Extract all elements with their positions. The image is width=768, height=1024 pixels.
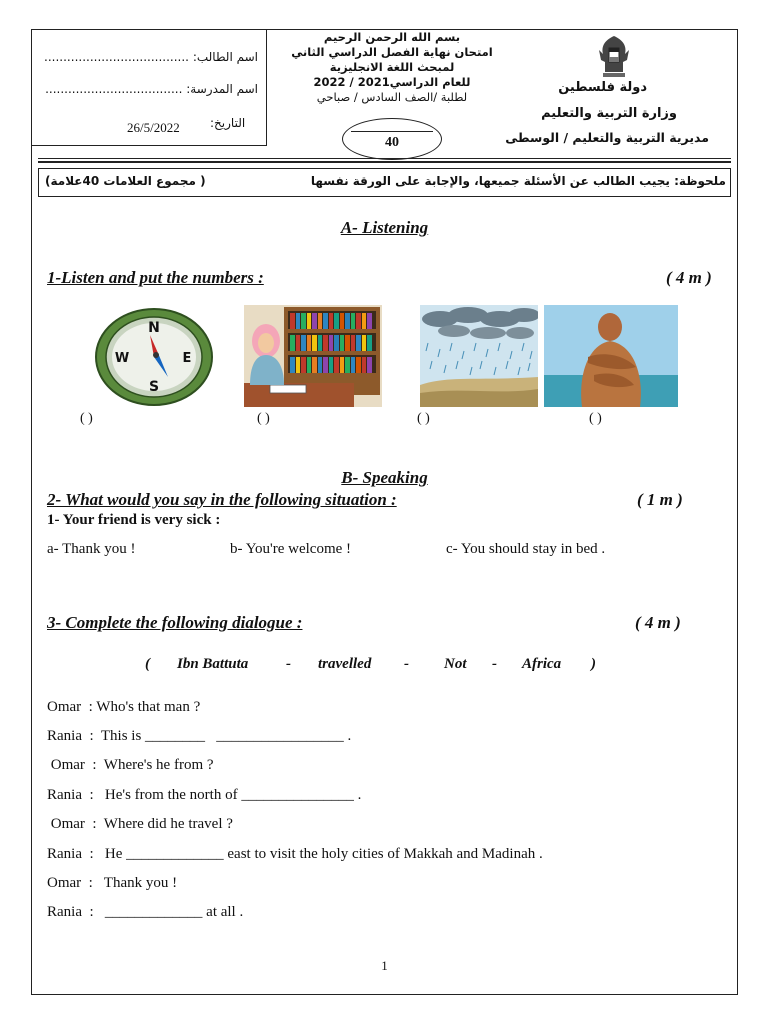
answer-blank-1[interactable]: ( ) xyxy=(80,411,93,426)
student-name-row xyxy=(44,50,258,64)
svg-text:S: S xyxy=(148,379,160,395)
date-label: التاريخ: xyxy=(210,116,246,130)
library-reading-picture xyxy=(244,305,382,407)
page-number: 1 xyxy=(381,958,388,973)
q3-title: 3- Complete the following dialogue : xyxy=(47,613,303,632)
dialogue-line-7: Omar : Thank you ! xyxy=(47,875,178,891)
dialogue-line-2[interactable]: Rania : This is ________ _________________ . xyxy=(47,728,352,744)
word-bank-separator: - xyxy=(404,656,409,672)
ministry: وزارة التربية والتعليم xyxy=(541,106,677,121)
palestine-emblem-icon xyxy=(595,32,633,80)
option-b[interactable]: b- You're welcome ! xyxy=(230,541,352,557)
country: دولة فلسطين xyxy=(558,80,647,95)
answer-blank-2[interactable]: ( ) xyxy=(257,411,270,426)
cold-man-picture xyxy=(544,305,678,407)
total-score: 40 xyxy=(385,135,399,150)
svg-text:N: N xyxy=(148,320,160,336)
q2-marks: ( 1 m ) xyxy=(637,490,683,509)
answer-blank-4[interactable]: ( ) xyxy=(589,411,602,426)
q1-title: 1-Listen and put the numbers : xyxy=(47,268,264,287)
academic-year: للعام الدراسي2021 / 2022 xyxy=(313,75,471,89)
instructions-text: ملحوظة: يجيب الطالب عن الأسئلة جميعها، والإجابة على الورقة نفسها xyxy=(310,174,726,188)
dialogue-line-5: Omar : Where did he travel ? xyxy=(47,816,233,832)
dialogue-line-1: Omar : Who's that man ? xyxy=(47,699,201,715)
school-name-label: اسم المدرسة: xyxy=(186,82,258,96)
score-line xyxy=(351,131,433,132)
situation-text: 1- Your friend is very sick : xyxy=(47,512,221,528)
compass-picture xyxy=(92,305,217,407)
q3-marks: ( 4 m ) xyxy=(635,613,681,632)
word-bank-separator: - xyxy=(286,656,291,672)
svg-text:E: E xyxy=(182,351,192,366)
q1-marks: ( 4 m ) xyxy=(666,268,712,287)
grade: لطلبة /الصف السادس / صباحي xyxy=(316,90,468,104)
dialogue-line-4[interactable]: Rania : He's from the north of _______________ . xyxy=(47,787,362,803)
header-divider-top xyxy=(38,158,731,159)
student-name-label: اسم الطالب: xyxy=(192,50,258,64)
basmala: بسم الله الرحمن الرحيم xyxy=(323,30,461,44)
exam-title-block xyxy=(282,30,502,105)
date-value: 26/5/2022 xyxy=(127,120,180,135)
svg-text:W: W xyxy=(114,351,130,366)
word-bank-word: travelled xyxy=(318,656,372,672)
school-name-dots[interactable]: .................................... xyxy=(45,82,183,96)
dialogue-line-6[interactable]: Rania : He _____________ east to visit the holy cities of Makkah and Madinah . xyxy=(47,846,543,862)
subject: لمبحث اللغة الانجليزية xyxy=(329,60,455,74)
answer-blank-3[interactable]: ( ) xyxy=(417,411,430,426)
school-name-row xyxy=(45,82,258,96)
word-bank-word: Africa xyxy=(522,656,562,672)
exam-page xyxy=(31,29,738,995)
rain-clouds-picture xyxy=(420,305,538,407)
instructions-box xyxy=(38,168,731,197)
section-a-title: A- Listening xyxy=(340,218,429,237)
word-bank-separator: - xyxy=(492,656,497,672)
total-marks-note: ( مجموع العلامات 40علامة) xyxy=(45,174,206,188)
directorate: مديرية التربية والتعليم / الوسطى xyxy=(505,130,709,145)
score-oval xyxy=(342,118,442,160)
word-bank-word: Ibn Battuta xyxy=(177,656,249,672)
option-a[interactable]: a- Thank you ! xyxy=(47,541,136,557)
word-bank xyxy=(32,656,739,678)
word-bank-word: Not xyxy=(444,656,467,672)
exam-title: امتحان نهاية الفصل الدراسي الثاني xyxy=(291,45,493,59)
word-bank-close-paren: ) xyxy=(591,656,596,672)
section-b-title: B- Speaking xyxy=(341,468,428,487)
q2-title: 2- What would you say in the following situation : xyxy=(47,490,397,509)
option-c[interactable]: c- You should stay in bed . xyxy=(446,541,606,557)
header-divider-bottom xyxy=(38,161,731,163)
student-name-dots[interactable]: ...................................... xyxy=(44,50,189,64)
dialogue-line-8[interactable]: Rania : _____________ at all . xyxy=(47,904,244,920)
dialogue-line-3: Omar : Where's he from ? xyxy=(47,757,214,773)
word-bank-open-paren: ( xyxy=(145,656,150,672)
